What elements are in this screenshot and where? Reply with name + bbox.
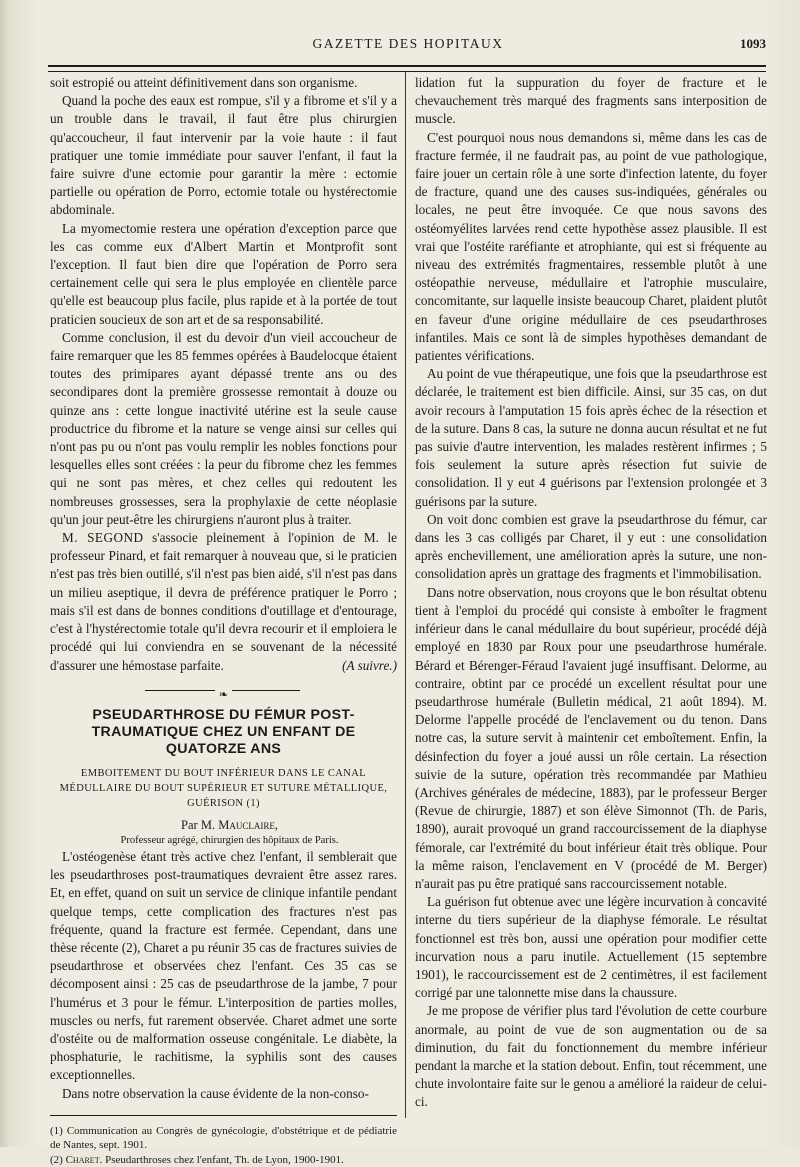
article-subtitle <box>50 766 397 811</box>
journal-title: GAZETTE DES HOPITAUX <box>312 36 504 51</box>
to-be-continued: (A suivre.) <box>342 657 397 673</box>
footnote-number: (2) <box>50 1153 66 1166</box>
paragraph: lidation fut la suppuration du foyer de fracture et le chevauchement très marqué des fragments sans interposition de muscle. <box>415 75 767 127</box>
paragraph: Dans notre observation, nous croyons que le bon résultat obtenu tient à l'emploi du procédé qui consiste à emboîter le fragment inférieur dans le canal médullaire du bout supérieur, procédé déjà employé en 1830 par Roux pour une pseudarthrose humérale. Bérard et Bérenger-Féraud l'avaient jugé insuffisant. Delorme, au contraire, obtint par ce procédé un excellent résultat pour une pseudarthrose humérale (Bulletin médical, 21 août 1894). M. Delorme l'appelle procédé de l'enclavement ou du tenon. Dans notre cas, la suture servit à maintenir cet emboîtement. Enfin, la désinfection du foyer a joué aussi un rôle certain. La résection suivie de la suture, opération très recommandée par Mathieu (Archives générales de médecine, 1883), par le professeur Berger (Revue de chirurgie, 1887) et son élève Simonnot (Th. de Paris, 1890), aurait provoqué un grand raccourcissement de la diaphyse fémorale, car l'extrémité du bout inférieur était très oblique. Pour la même raison, l'enclavement en V (procédé de M. Berger) n'aurait pas pu être pratiqué sans raccourcissement notable. <box>415 584 767 891</box>
paragraph <box>50 529 397 675</box>
footnote-1: (1) Communication au Congrès de gynécologie, d'obstétrique et de pédiatrie de Nantes, sept. 1901. <box>50 1124 397 1152</box>
paragraph: Au point de vue thérapeutique, une fois que la pseudarthrose est déclarée, le traitement est bien difficile. Ainsi, sur 35 cas, on dut avoir recours à l'amputation 15 fois après échec de la résection et de la suture. Dans 8 cas, la suture ne donna aucun résultat et ne fut pas suivie d'autre intervention, les malades restèrent infirmes ; 5 fois seulement la suture après résection fut suivie de consolidation. Il y eut 4 guérisons par l'extension prolongée et 3 guérisons par la suture. <box>415 366 767 509</box>
footnote-2 <box>50 1153 397 1167</box>
right-column <box>415 74 767 1112</box>
subtitle-text: EMBOITEMENT DU BOUT INFÉRIEUR DANS LE CANAL MÉDULLAIRE DU BOUT SUPÉRIEUR ET SUTURE MÉTALLIQUE, GUÉRISON <box>59 767 388 809</box>
footnote-text: Pseudarthroses chez l'enfant, Th. de Lyon, 1900-1901. <box>102 1153 344 1166</box>
fleuron-icon: ❧ <box>215 690 232 700</box>
footnote-rule <box>50 1115 397 1116</box>
left-column <box>50 74 397 1167</box>
paragraph: soit estropié ou atteint définitivement dans son organisme. <box>50 75 358 90</box>
article-title: PSEUDARTHROSE DU FÉMUR POST-TRAUMATIQUE CHEZ UN ENFANT DE QUATORZE ANS <box>91 706 356 757</box>
paragraph: La guérison fut obtenue avec une légère incurvation à concavité interne du tiers supérieur de la diaphyse fémorale. Le résultat fonctionnel est très bon, aussi une opération pour modifier cette incurvation nous a paru inutile. Actuellement (15 septembre 1901), le raccourcissement est de 2 centimètres, il est facilement corrigé par une talonnette mise dans la chaussure. <box>415 894 767 1001</box>
header-rule <box>48 65 766 72</box>
paragraph: Comme conclusion, il est du devoir d'un vieil accoucheur de faire remarquer que les 85 femmes opérées à Baudelocque étaient toutes des primipares ayant dépassé trente ans ou des secondipares dont la première grossesse remontait à douze ou quinze ans : cette longue inactivité utérine est la seule cause productrice du fibrome et la nature se venge ainsi sur celles qui n'ont pas pu ou n'ont pas voulu remplir les nobles fonctions pour lesquelles elles sont créées : la peur du fibrome chez les femmes qui ne sont pas mères, et chez celles qui redoutent les nombreuses grossesses, sera la prophylaxie de cette néoplasie qu'un jour peut-être les chirurgiens n'auront plus à traiter. <box>50 329 397 527</box>
footnotes <box>50 1124 397 1167</box>
paragraph-text: s'associe pleinement à l'opinion de M. le professeur Pinard, et fait remarquer à nouveau que, si le praticien n'est pas très bien outillé, s'il n'est pas bien aidé, s'il n'est pas dans un milieu aseptique, il devra de préférence pratiquer le Porro ; mais s'il est dans de bonnes conditions d'outillage et d'entourage, c'est à l'hystérectomie totale qu'il devra recourir et il emploiera le procédé qui lui conviendra en se souvenant de la nécessité d'assurer une hémostase parfaite. <box>50 530 398 673</box>
section-divider <box>50 685 397 701</box>
byline <box>50 817 397 833</box>
subtitle-footnote-ref: (1) <box>246 797 260 809</box>
paragraph: C'est pourquoi nous nous demandons si, même dans les cas de fracture fermée, il ne faudrait pas, au point de vue pathologique, faire jouer un certain rôle à une sorte d'infection latente, du foyer de fracture, quand une des causes sus-indiquées, générales ou locales, ne peut être invoquée. Ce que nous savons des ostéomyélites larvées rend cette hypothèse assez plausible. Il est vrai que l'ostéite raréfiante et atrophiante, qui est si fréquente au niveau des extrémités fragmentaires, ressemble plutôt à une ostéopathie nerveuse, médullaire et l'atrophie musculaire, concomitante, sur laquelle insiste beaucoup Charet, plaident plutôt en faveur d'une origine médullaire de ces pseudarthroses infantiles. Mais ce sont là de simples hypothèses demandant de patientes vérifications. <box>415 129 767 364</box>
paragraph: La myomectomie restera une opération d'exception parce que les cas comme eux d'Albert Martin et Montprofit sont l'exception. Il faut bien dire que l'opération de Porro sera certainement celle qui sera le plus employée en clientèle parce qu'elle est beaucoup plus facile, plus rapide et à la portée de tout praticien soucieux de son art et de sa responsabilité. <box>50 220 397 327</box>
paragraph: Quand la poche des eaux est rompue, s'il y a fibrome et s'il y a un trouble dans le travail, il faut être plus chirurgien qu'accoucheur, il faut intervenir par la voie haute : il faut pratiquer une tomie immédiate pour sauver l'enfant, il faut la faire suivre d'une ectomie pour garantir la mère : ectomie partielle ou opération de Porro, ectomie totale ou hystérectomie abdominale. <box>50 93 397 218</box>
paragraph: L'ostéogenèse étant très active chez l'enfant, il semblerait que les pseudarthroses post-traumatiques devraient être assez rares. Et, en effet, quand on suit un service de clinique infantile pendant quelque temps, cette complication des fractures n'est pas fréquente, quand la fracture est fermée. Cependant, dans une thèse récente (2), Charet a pu réunir 35 cas de fractures suivies de pseudarthrose et observées chez l'enfant. Ces 35 cas se décomposent ainsi : 25 cas de pseudarthrose de la jambe, 7 pour l'humérus et 3 pour le fémur. L'interposition de parties molles, muscles ou nerfs, fut rarement observée. Charet admet une sorte d'ostéite ou de malformation osseuse congénitale. Le diabète, la phosphaturie, le rachitisme, la syphilis sont des causes exceptionnelles. <box>50 848 397 1083</box>
byline-prefix: Par M. <box>181 817 219 832</box>
author-affiliation: Professeur agrégé, chirurgien des hôpitaux de Paris. <box>120 834 339 846</box>
paragraph: Je me propose de vérifier plus tard l'évolution de cette courbure anormale, au point de vue de son augmentation ou de sa diminution, du fait du fonctionnement du membre inférieur pendant la marche et la station debout. Enfin, tout récemment, une chute involontaire faite sur le genou a amélioré la raideur de celui-ci. <box>415 1003 767 1110</box>
column-separator <box>405 72 406 1118</box>
paragraph: Dans notre observation la cause évidente de la non-conso- <box>62 1085 369 1101</box>
page-number: 1093 <box>740 36 766 51</box>
author-name: Mauclaire, <box>218 817 278 832</box>
page-header <box>48 36 768 56</box>
paragraph: On voit donc combien est grave la pseudarthrose du fémur, car dans les 3 cas colligés par Charet, il y eut : une consolidation après enchevillement, une amélioration après la suture, une non-consolidation après un grattage des fragments et l'immobilisation. <box>415 511 767 582</box>
footnote-author: Charet. <box>65 1153 103 1166</box>
speaker-name: M. SEGOND <box>62 530 144 546</box>
